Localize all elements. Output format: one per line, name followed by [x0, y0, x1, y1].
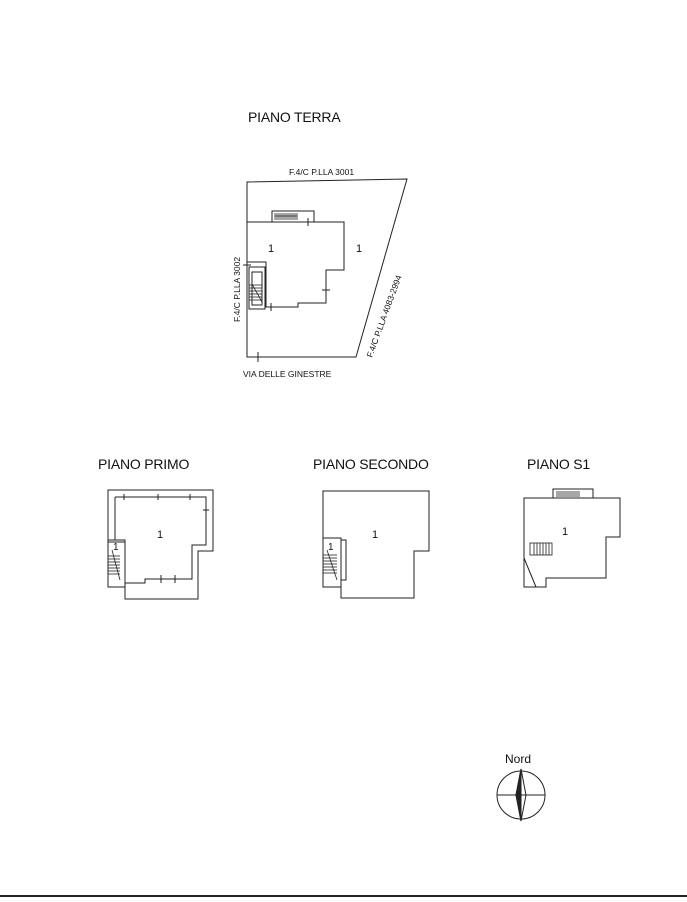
north-arrow: [497, 769, 545, 821]
unit-number: 1: [113, 542, 119, 553]
label-east-boundary: F.4/C P.LLA 4083-2994: [364, 273, 404, 359]
unit-number: 1: [268, 243, 275, 255]
title-piano-terra: PIANO TERRA: [248, 109, 341, 125]
tick-marks: [124, 494, 209, 583]
unit-number: 1: [328, 542, 334, 553]
compass-label: Nord: [505, 752, 532, 766]
title-piano-s1: PIANO S1: [527, 456, 590, 472]
stair-steps: [249, 284, 262, 302]
outer-outline: [524, 498, 620, 587]
unit-number: 1: [157, 529, 164, 541]
stair-steps: [108, 550, 120, 580]
page-bottom-rule: [0, 895, 687, 897]
title-piano-primo: PIANO PRIMO: [98, 456, 190, 472]
plan-piano-s1: [524, 489, 620, 587]
unit-number: 1: [372, 529, 379, 541]
outer-outline: [323, 491, 429, 598]
tick-marks: [243, 218, 330, 362]
plan-piano-secondo: [323, 491, 429, 598]
plan-piano-primo: [108, 490, 213, 599]
balcony-hatch: [275, 213, 297, 220]
label-north-boundary: F.4/C P.LLA 3001: [289, 167, 355, 177]
compass-needle-fill: [516, 769, 521, 821]
stair-steps: [323, 550, 337, 580]
label-street: VIA DELLE GINESTRE: [243, 369, 332, 379]
title-piano-secondo: PIANO SECONDO: [313, 456, 429, 472]
unit-number: 1: [562, 526, 569, 538]
stair-steps: [530, 543, 552, 555]
label-west-boundary: F.4/C P.LLA 3002: [232, 256, 242, 322]
balcony-hatch: [557, 491, 579, 497]
unit-number: 1: [356, 243, 363, 255]
